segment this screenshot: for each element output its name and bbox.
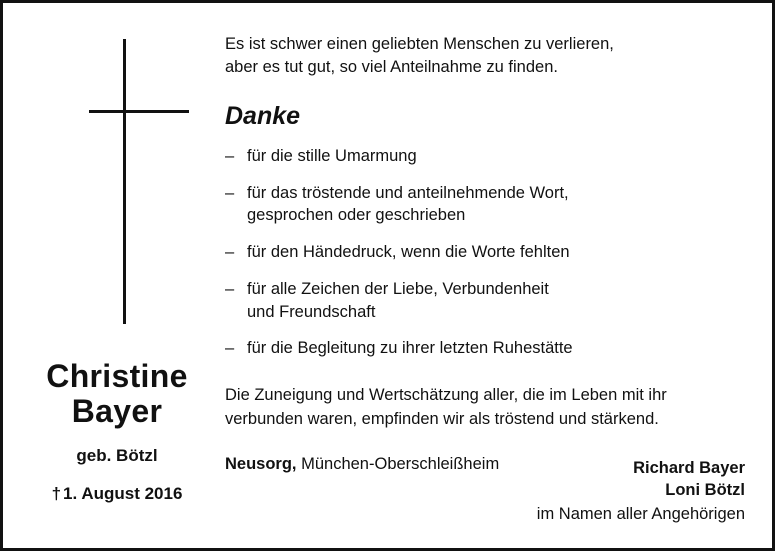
list-item-line-2: und Freundschaft xyxy=(247,302,376,321)
closing-text xyxy=(225,384,745,431)
list-item-line-1: für das tröstende und anteilnehmende Wort, xyxy=(247,183,569,202)
deceased-last-name: Bayer xyxy=(71,392,163,429)
list-item-line-1: für den Händedruck, wenn die Worte fehlten xyxy=(247,243,570,262)
list-dash-icon: – xyxy=(225,339,235,358)
intro-line-1: Es ist schwer einen geliebten Menschen zu verlieren, xyxy=(225,35,614,53)
list-item xyxy=(225,145,745,168)
closing-line-1: Die Zuneigung und Wertschätzung aller, die im Leben mit ihr xyxy=(225,386,667,405)
list-dash-icon: – xyxy=(225,279,235,298)
list-item xyxy=(225,337,745,360)
cross-vertical-bar xyxy=(123,39,126,324)
closing-line-2: verbunden waren, empfinden wir als tröstend und stärkend. xyxy=(225,409,659,428)
place-secondary: München-Oberschleißheim xyxy=(301,455,500,474)
signature-note: im Namen aller Angehörigen xyxy=(536,504,745,523)
signature-name-2: Loni Bötzl xyxy=(665,480,745,499)
list-item-line-1: für die Begleitung zu ihrer letzten Ruhestätte xyxy=(247,339,573,358)
list-item xyxy=(225,241,745,264)
thanks-heading: Danke xyxy=(225,101,301,130)
christian-cross-icon xyxy=(17,21,217,321)
death-date-value: 1. August 2016 xyxy=(63,484,183,504)
deceased-column xyxy=(17,21,217,504)
deceased-first-name: Christine xyxy=(46,358,188,394)
list-dash-icon: – xyxy=(225,243,235,262)
list-item-line-1: für alle Zeichen der Liebe, Verbundenheit xyxy=(247,279,549,298)
death-dagger-icon: † xyxy=(51,484,62,504)
list-item-line-1: für die stille Umarmung xyxy=(247,146,417,165)
place-primary: Neusorg, xyxy=(225,455,297,474)
list-item-line-2: gesprochen oder geschrieben xyxy=(247,206,466,225)
notice-inner xyxy=(3,3,772,548)
thanks-list xyxy=(225,145,745,360)
intro-line-2: aber es tut gut, so viel Anteilnahme zu finden. xyxy=(225,58,558,77)
list-dash-icon: – xyxy=(225,183,235,202)
list-item xyxy=(225,182,745,228)
list-item xyxy=(225,278,745,324)
signature-name-1: Richard Bayer xyxy=(633,459,745,477)
list-dash-icon: – xyxy=(225,146,235,165)
death-date-line xyxy=(17,484,217,504)
intro-text xyxy=(225,33,745,80)
signature-block xyxy=(225,458,745,525)
deceased-maiden-name: geb. Bötzl xyxy=(76,446,158,466)
cross-horizontal-bar xyxy=(89,110,189,113)
message-column xyxy=(225,33,745,476)
